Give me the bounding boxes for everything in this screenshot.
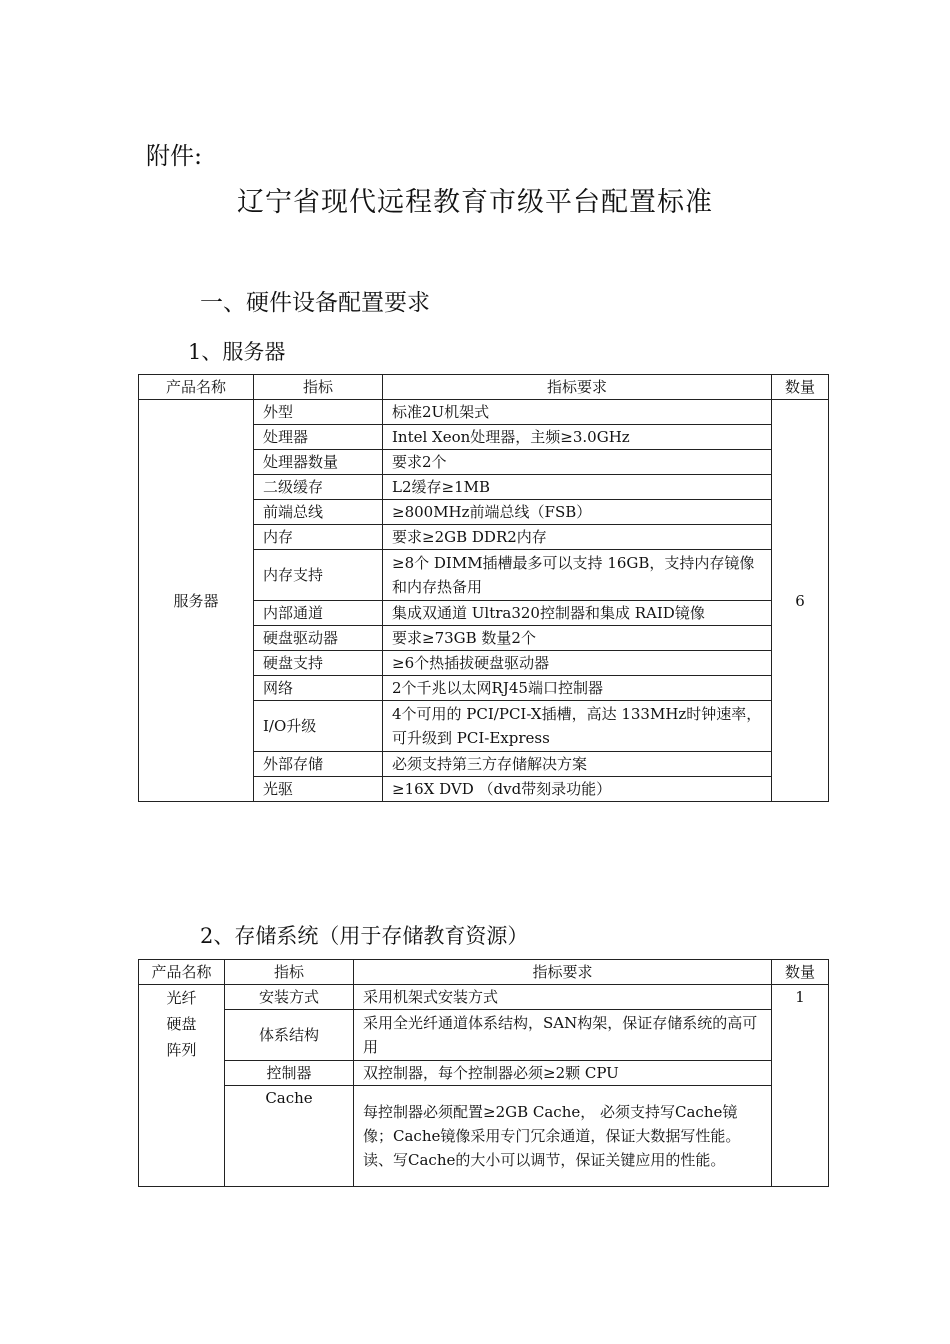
spec-name: 外部存储 [254, 752, 383, 777]
product-name-cell: 服务器 [139, 400, 254, 802]
spec-value: L2缓存≥1MB [383, 475, 772, 500]
storage-spec-table [138, 959, 829, 1187]
spec-value: ≥6个热插拔硬盘驱动器 [383, 651, 772, 676]
spec-value: 采用全光纤通道体系结构，SAN构架，保证存储系统的高可用 [354, 1010, 772, 1061]
spec-name: 光驱 [254, 777, 383, 802]
server-spec-table [138, 374, 829, 802]
spec-value: 双控制器，每个控制器必须≥2颗 CPU [354, 1061, 772, 1086]
spec-value: 必须支持第三方存储解决方案 [383, 752, 772, 777]
spec-value: ≥800MHz前端总线（FSB） [383, 500, 772, 525]
spec-value: 标准2U机架式 [383, 400, 772, 425]
spec-name: 外型 [254, 400, 383, 425]
product-name-line: 光纤 [166, 989, 197, 1007]
table-row [139, 1010, 829, 1061]
spec-name: 二级缓存 [254, 475, 383, 500]
spec-value: 要求≥2GB DDR2内存 [383, 525, 772, 550]
spec-name: 硬盘支持 [254, 651, 383, 676]
table-row [139, 1061, 829, 1086]
spec-value: ≥16X DVD （dvd带刻录功能） [383, 777, 772, 802]
spec-value: 每控制器必须配置≥2GB Cache， 必须支持写Cache镜像；Cache镜像采用专门冗余通道，保证大数据写性能。读、写Cache的大小可以调节，保证关键应用的性能。 [354, 1086, 772, 1187]
document-title: 辽宁省现代远程教育市级平台配置标准 [237, 187, 713, 218]
spec-name: 安装方式 [225, 985, 354, 1010]
spec-name: Cache [225, 1086, 354, 1187]
spec-name: 体系结构 [225, 1010, 354, 1061]
spec-value: 4个可用的 PCI/PCI-X插槽，高达 133MHz时钟速率，可升级到 PCI-Express [383, 701, 772, 752]
header-product: 产品名称 [139, 960, 225, 985]
spec-name: 处理器数量 [254, 450, 383, 475]
table-row [139, 985, 829, 1010]
header-requirement: 指标要求 [383, 375, 772, 400]
header-quantity: 数量 [772, 375, 829, 400]
quantity-cell: 1 [772, 985, 829, 1187]
spec-value: 集成双通道 Ultra320控制器和集成 RAID镜像 [383, 601, 772, 626]
spec-value: Intel Xeon处理器，主频≥3.0GHz [383, 425, 772, 450]
table-header-row [139, 960, 829, 985]
header-spec: 指标 [254, 375, 383, 400]
spec-name: 内部通道 [254, 601, 383, 626]
spec-name: 硬盘驱动器 [254, 626, 383, 651]
spec-name: 内存支持 [254, 550, 383, 601]
product-name-line: 硬盘 [166, 1015, 197, 1033]
spec-value: 要求≥73GB 数量2个 [383, 626, 772, 651]
product-name-line: 阵列 [166, 1041, 197, 1059]
quantity-cell: 6 [772, 400, 829, 802]
spec-value: ≥8个 DIMM插槽最多可以支持 16GB，支持内存镜像和内存热备用 [383, 550, 772, 601]
spec-name: 内存 [254, 525, 383, 550]
spec-name: 处理器 [254, 425, 383, 450]
header-quantity: 数量 [772, 960, 829, 985]
product-name-cell [139, 985, 225, 1187]
header-product: 产品名称 [139, 375, 254, 400]
header-spec: 指标 [225, 960, 354, 985]
attachment-label: 附件: [146, 142, 203, 170]
subsection-heading-server: 1、服务器 [188, 340, 286, 364]
spec-name: I/O升级 [254, 701, 383, 752]
spec-name: 前端总线 [254, 500, 383, 525]
section-heading-hardware: 一、硬件设备配置要求 [200, 290, 430, 316]
spec-name: 控制器 [225, 1061, 354, 1086]
spec-value: 要求2个 [383, 450, 772, 475]
table-row [139, 1086, 829, 1187]
subsection-heading-storage: 2、存储系统（用于存储教育资源） [200, 924, 529, 948]
spec-name: 网络 [254, 676, 383, 701]
spec-value: 采用机架式安装方式 [354, 985, 772, 1010]
header-requirement: 指标要求 [354, 960, 772, 985]
table-row [139, 400, 829, 425]
spec-value: 2个千兆以太网RJ45端口控制器 [383, 676, 772, 701]
table-header-row [139, 375, 829, 400]
